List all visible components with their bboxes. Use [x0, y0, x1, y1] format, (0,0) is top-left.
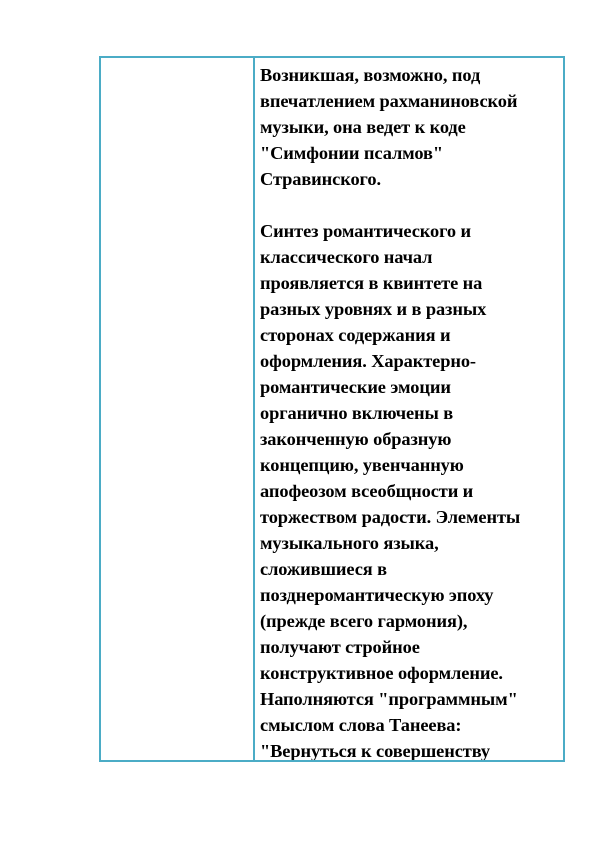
- paragraph-synthesis: Синтез романтического и классического начал проявляется в квинтете на разных уровнях и в разных сторонах содержания и оформления. Характерно- романтические эмоции органично включены в законченную образную концепцию, увенчанную апофеозом всеобщности и торжеством радости. Элементы музыкального языка, сложившиеся в позднеромантическую эпоху (прежде всего гармония), получают стройное конструктивное оформление. Наполняются "программным" смыслом слова Танеева: "Вернуться к совершенству: [260, 221, 521, 760]
- table-cell-right: [255, 58, 563, 760]
- content-table: [99, 56, 565, 762]
- paragraph-coda: Возникшая, возможно, под впечатлением рахманиновской музыки, она ведет к коде "Симфонии псалмов" Стравинского.: [260, 65, 518, 189]
- table-cell-left: [101, 58, 255, 760]
